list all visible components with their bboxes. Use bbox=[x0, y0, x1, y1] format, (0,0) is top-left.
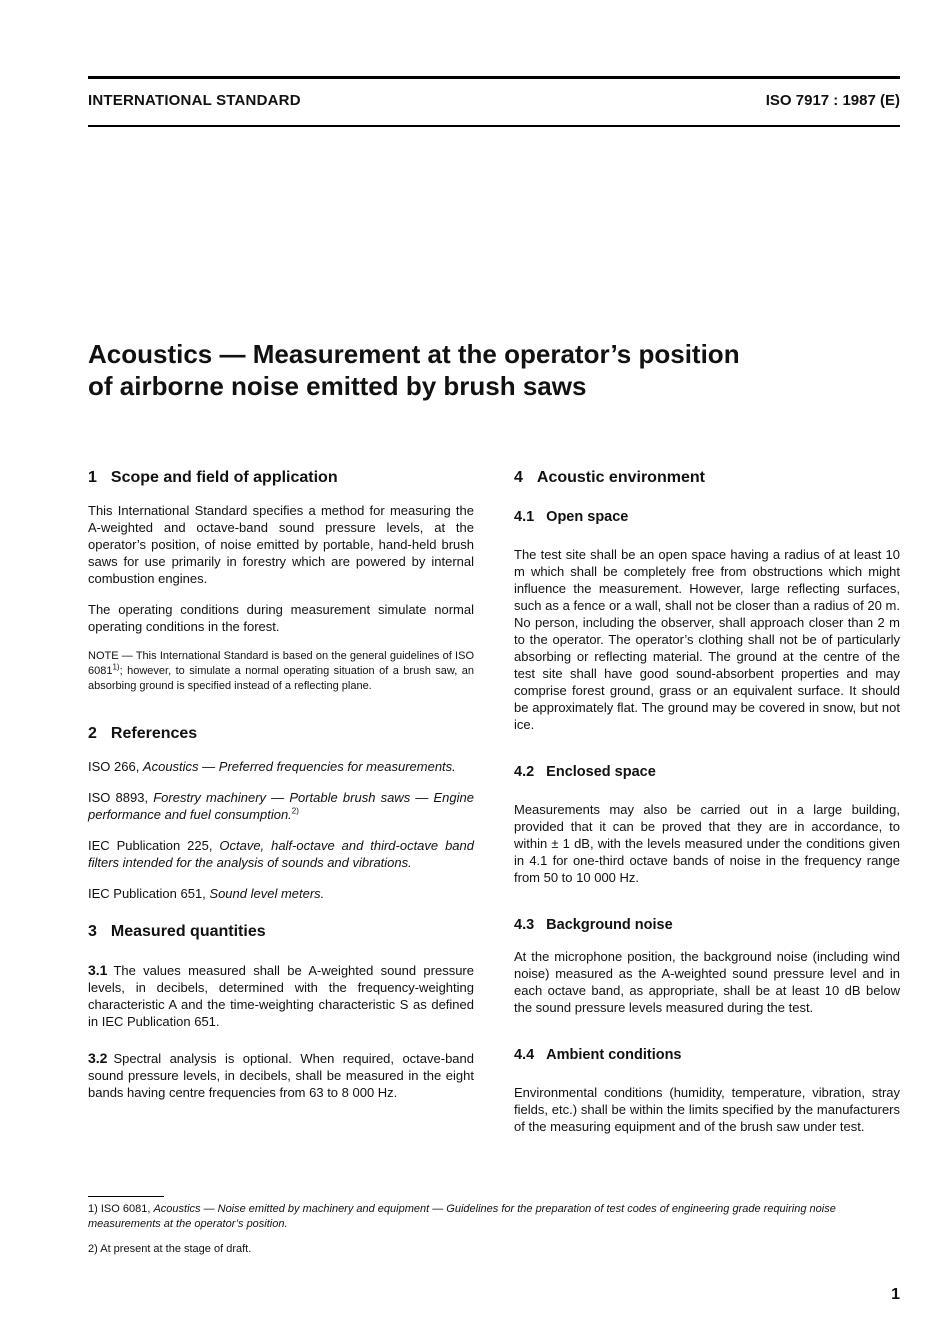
reference-item bbox=[88, 885, 474, 902]
subsection-4-2-heading bbox=[514, 763, 900, 781]
title-line-2: of airborne noise emitted by brush saws bbox=[88, 371, 587, 401]
reference-id: IEC Publication 225, bbox=[88, 838, 220, 853]
section-1-paragraph-2: The operating conditions during measurement simulate normal operating conditions in the forest. bbox=[88, 602, 474, 634]
reference-item bbox=[88, 789, 474, 823]
footnote-label: 1) ISO 6081, bbox=[88, 1203, 154, 1215]
subsection-4-3-text: At the microphone position, the background noise (including wind noise) measured as the A-weighted sound pressure level and in each octave band, as appropriate, shall be at least 10 dB below the sound pressure levels measured during the test. bbox=[514, 949, 900, 1015]
section-number: 3 bbox=[88, 923, 97, 940]
subsection-4-3-heading bbox=[514, 916, 900, 934]
footnote-rule bbox=[88, 1196, 164, 1197]
subsection-title: Open space bbox=[546, 509, 629, 525]
section-title: Scope and field of application bbox=[110, 469, 338, 486]
reference-title: Sound level meters. bbox=[209, 886, 325, 901]
subsection-number: 4.2 bbox=[514, 764, 535, 780]
subsection-4-4-heading bbox=[514, 1046, 900, 1064]
footnote-ref: 2) bbox=[291, 806, 299, 816]
reference-title: Forestry machinery — Portable brush saws — Engine performance and fuel consumption. bbox=[88, 790, 474, 822]
reference-title: Acoustics — Preferred frequencies for measurements. bbox=[142, 759, 456, 774]
title-line-1: Acoustics — Measurement at the operator’s position bbox=[88, 339, 740, 369]
clause-3-1 bbox=[88, 962, 474, 1030]
subsection-number: 4.1 bbox=[514, 509, 535, 525]
section-title: Acoustic environment bbox=[536, 469, 705, 486]
subsection-4-2-text: Measurements may also be carried out in a large building, provided that it can be proved that they are in accordance, to within ± 1 dB, with the levels measured under the conditions given in 4.1 for one-third octave bands of noise in the frequency range from 50 to 10 000 Hz. bbox=[514, 802, 900, 885]
section-1-note bbox=[88, 649, 474, 694]
subsection-4-1-heading bbox=[514, 508, 900, 526]
note-footnote-ref: 1) bbox=[112, 662, 120, 672]
document-title bbox=[88, 338, 888, 402]
clause-number: 3.1 bbox=[88, 962, 108, 978]
page-number: 1 bbox=[891, 1286, 900, 1303]
section-2-heading bbox=[88, 724, 474, 744]
standard-type-label: INTERNATIONAL STANDARD bbox=[88, 92, 301, 109]
section-title: Measured quantities bbox=[110, 923, 266, 940]
header-bottom-rule bbox=[88, 125, 900, 127]
section-1-heading bbox=[88, 468, 474, 488]
footnote-1 bbox=[88, 1202, 900, 1232]
reference-item bbox=[88, 758, 474, 775]
footnote-2: 2) At present at the stage of draft. bbox=[88, 1243, 252, 1255]
subsection-4-4-text: Environmental conditions (humidity, temperature, vibration, stray fields, etc.) shall be within the limits specified by the manufacturers of the measuring equipment and of the brush saw under test. bbox=[514, 1085, 900, 1134]
section-number: 1 bbox=[88, 469, 97, 486]
footnote-text: Acoustics — Noise emitted by machinery and equipment — Guidelines for the preparation of test codes of engineering grade requiring noise measurements at the operator’s position. bbox=[88, 1203, 836, 1230]
section-number: 4 bbox=[514, 469, 523, 486]
section-4-heading bbox=[514, 468, 900, 488]
subsection-number: 4.3 bbox=[514, 917, 535, 933]
standard-number: ISO 7917 : 1987 (E) bbox=[765, 92, 900, 109]
clause-text: Spectral analysis is optional. When required, octave-band sound pressure levels, in decibels, shall be measured in the eight bands having centre frequencies from 63 to 8 000 Hz. bbox=[88, 1051, 474, 1100]
note-text-b: ; however, to simulate a normal operating situation of a brush saw, an absorbing ground is specified instead of a reflecting plane. bbox=[88, 665, 474, 692]
reference-id: ISO 266, bbox=[88, 759, 143, 774]
section-number: 2 bbox=[88, 725, 97, 742]
subsection-title: Ambient conditions bbox=[546, 1047, 682, 1063]
subsection-title: Background noise bbox=[546, 917, 673, 933]
section-title: References bbox=[110, 725, 198, 742]
clause-3-2 bbox=[88, 1050, 474, 1101]
subsection-4-1-text: The test site shall be an open space having a radius of at least 10 m which shall be completely free from obstructions which might influence the measurement. However, large reflecting surfaces, such as a fence or a wall, shall not be closer than a radius of 20 m. No person, including the observer, shall approach closer than 2 m to the operator. The operator’s clothing shall not be of particularly absorbing or reflecting material. The ground at the centre of the test site shall have good sound-absorbent properties and may comprise forest ground, grass or an equivalent surface. It should be approximately flat. The ground may be covered in snow, but not ice. bbox=[514, 547, 900, 732]
reference-title: Octave, half-octave and third-octave band filters intended for the analysis of sounds and vibrations. bbox=[88, 838, 474, 870]
section-1-paragraph-1: This International Standard specifies a method for measuring the A-weighted and octave-band sound pressure levels, at the operator’s position, of noise emitted by portable, hand-held brush saws for use primarily in forestry which are powered by internal combustion engines. bbox=[88, 503, 474, 586]
note-text-a: NOTE — This International Standard is based on the general guidelines of ISO 6081 bbox=[88, 650, 474, 677]
reference-item bbox=[88, 837, 474, 871]
reference-id: ISO 8893, bbox=[88, 790, 154, 805]
subsection-title: Enclosed space bbox=[546, 764, 656, 780]
right-column bbox=[514, 468, 900, 1135]
section-3-heading bbox=[88, 922, 474, 942]
clause-text: The values measured shall be A-weighted sound pressure levels, in decibels, determined with the frequency-weighting characteristic A and the time-weighting characteristic S as defined in IEC Publication 651. bbox=[88, 963, 474, 1029]
subsection-number: 4.4 bbox=[514, 1047, 535, 1063]
header-top-rule bbox=[88, 76, 900, 79]
clause-number: 3.2 bbox=[88, 1050, 108, 1066]
reference-id: IEC Publication 651, bbox=[88, 886, 210, 901]
left-column bbox=[88, 468, 474, 1101]
